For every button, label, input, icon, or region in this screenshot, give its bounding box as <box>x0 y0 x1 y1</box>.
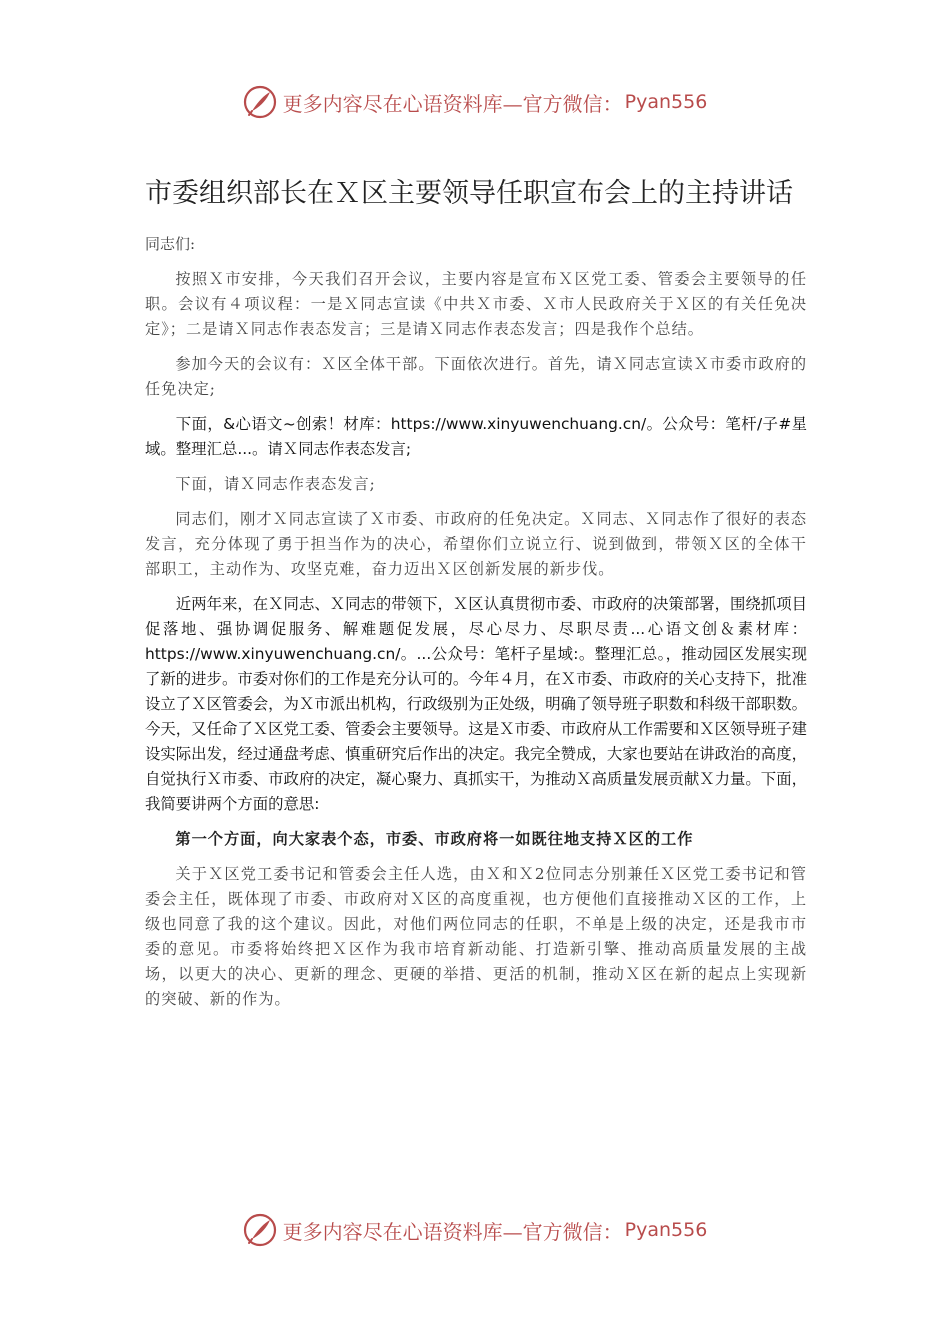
greeting: 同志们: <box>145 235 196 253</box>
footer-banner <box>0 1210 950 1250</box>
paragraph: 按照Ｘ市安排，今天我们召开会议，主要内容是宣布Ｘ区党工委、管委会主要领导的任职。会议有４项议程：一是Ｘ同志宣读《中共Ｘ市委、Ｘ市人民政府关于Ｘ区的有关任免决定》；二是请Ｘ同志作表态发言；三是请Ｘ同志作表态发言；四是我作个总结。 <box>145 270 807 338</box>
paragraph: 同志们，刚才Ｘ同志宣读了Ｘ市委、市政府的任免决定。Ｘ同志、Ｘ同志作了很好的表态发言，充分体现了勇于担当作为的决心，希望你们立说立行、说到做到，带领Ｘ区的全体干部职工，主动作为、攻坚克难，奋力迈出Ｘ区创新发展的新步伐。 <box>145 510 807 578</box>
banner-wechat-id: Pyan556 <box>624 1219 708 1241</box>
document-title: 市委组织部长在Ｘ区主要领导任职宣布会上的主持讲话 <box>145 178 793 209</box>
banner-text: 更多内容尽在心语资料库—官方微信： <box>282 1219 623 1244</box>
quill-logo-icon <box>243 1213 277 1247</box>
banner-text: 更多内容尽在心语资料库—官方微信： <box>282 91 623 116</box>
paragraph: 参加今天的会议有：Ｘ区全体干部。下面依次进行。首先，请Ｘ同志宣读Ｘ市委市政府的任免决定; <box>145 355 807 398</box>
header-banner <box>0 82 950 122</box>
paragraph: 关于Ｘ区党工委书记和管委会主任人选，由Ｘ和Ｘ2位同志分别兼任Ｘ区党工委书记和管委会主任，既体现了市委、市政府对Ｘ区的高度重视，也方便他们直接推动Ｘ区的工作，上级也同意了我的这个建议。因此，对他们两位同志的任职，不单是上级的决定，还是我市市委的意见。市委将始终把Ｘ区作为我市培育新动能、打造新引擎、推动高质量发展的主战场，以更大的决心、更新的理念、更硬的举措、更活的机制，推动Ｘ区在新的起点上实现新的突破、新的作为。 <box>145 865 807 1008</box>
quill-logo-icon <box>243 85 277 119</box>
paragraph: 近两年来，在Ｘ同志、Ｘ同志的带领下，Ｘ区认真贯彻市委、市政府的决策部署，围绕抓项目促落地、强协调促服务、解难题促发展，尽心尽力、尽职尽责...心语文创＆素材库：https://www.xinyuwenchuang.cn/。...公众号：笔杆子星域:。整理汇总。，推动园区发展实现了新的进步。市委对你们的工作是充分认可的。今年４月，在Ｘ市委、市政府的关心支持下，批准设立了Ｘ区管委会，为Ｘ市派出机构，行政级别为正处级，明确了领导班子职数和科级干部职数。今天，又任命了Ｘ区党工委、管委会主要领导。这是Ｘ市委、市政府从工作需要和Ｘ区领导班子建设实际出发，经过通盘考虑、慎重研究后作出的决定。我完全赞成，大家也要站在讲政治的高度，自觉执行Ｘ市委、市政府的决定，凝心聚力、真抓实干，为推动Ｘ高质量发展贡献Ｘ力量。下面，我简要讲两个方面的意思: <box>145 595 807 813</box>
section-heading: 第一个方面，向大家表个态，市委、市政府将一如既往地支持Ｘ区的工作 <box>175 830 694 848</box>
paragraph: 下面，请Ｘ同志作表态发言; <box>175 475 376 493</box>
banner-wechat-id: Pyan556 <box>624 91 708 113</box>
paragraph: 下面，&心语文~创索！材库：https://www.xinyuwenchuang.cn/。公众号：笔杆/子#星域。整理汇总...。请Ｘ同志作表态发言; <box>145 415 807 458</box>
document-body <box>145 168 807 1022</box>
